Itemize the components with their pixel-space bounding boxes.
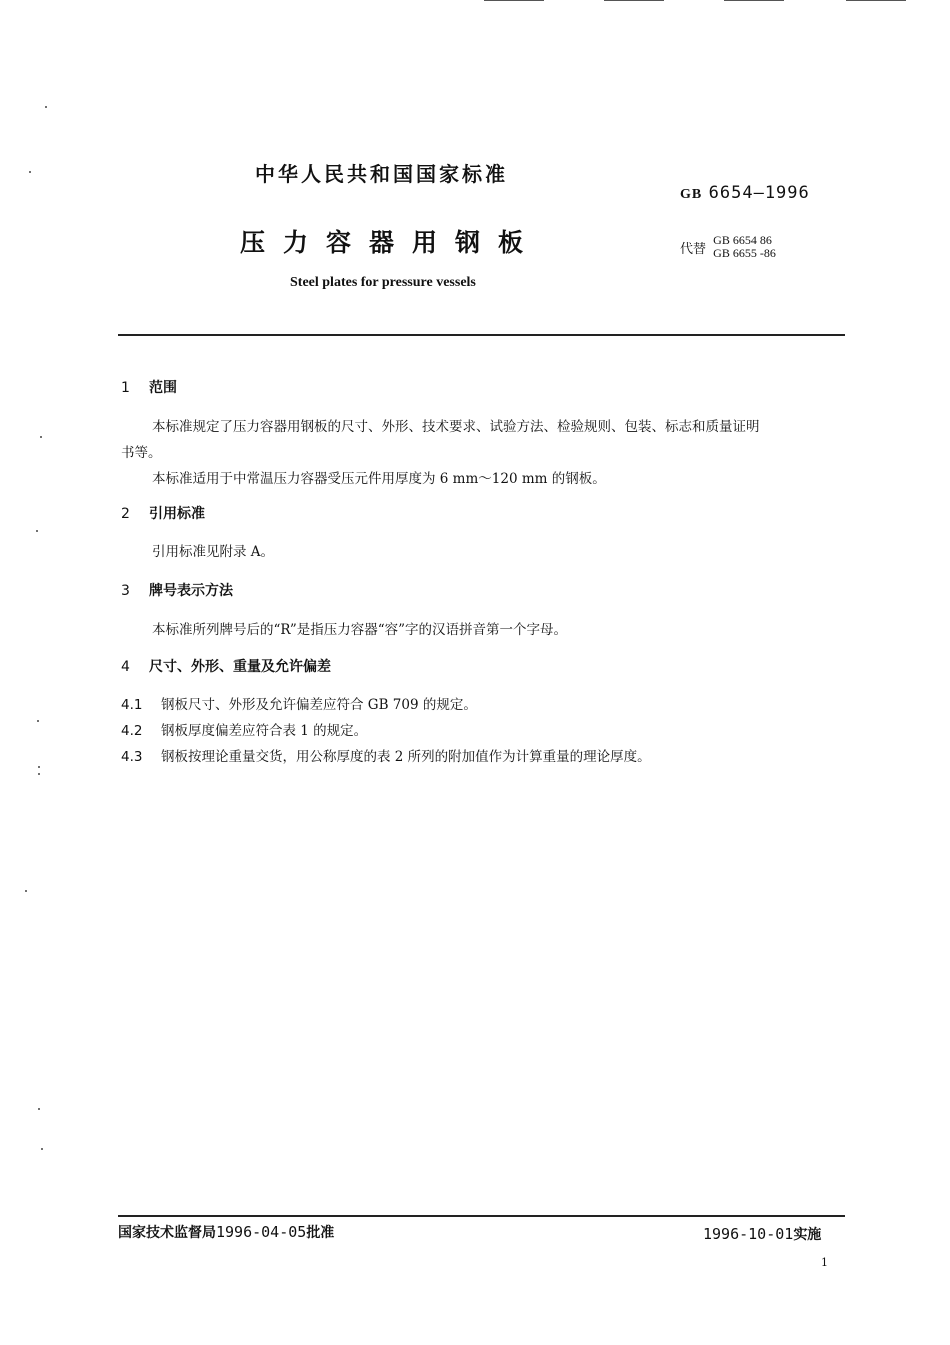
scan-mark bbox=[604, 0, 664, 1]
subsection-number: 4.1 bbox=[121, 697, 143, 713]
english-title: Steel plates for pressure vessels bbox=[290, 275, 476, 290]
section-number: 1 bbox=[121, 380, 130, 396]
section-title: 范围 bbox=[149, 380, 177, 396]
scan-mark bbox=[846, 0, 906, 1]
scan-speck bbox=[40, 436, 42, 438]
subsection-number: 4.3 bbox=[121, 749, 143, 765]
subsection-text: 钢板尺寸、外形及允许偏差应符合 GB 709 的规定。 bbox=[161, 697, 477, 713]
section-number: 3 bbox=[121, 583, 130, 599]
section-title: 牌号表示方法 bbox=[149, 583, 233, 599]
replaces-label: 代替 bbox=[680, 241, 707, 257]
approving-authority: 国家技术监督局 bbox=[118, 1225, 216, 1241]
subsection bbox=[121, 693, 477, 713]
section-title: 尺寸、外形、重量及允许偏差 bbox=[149, 659, 331, 675]
replaced-code: GB 6655 -86 bbox=[713, 246, 776, 260]
section-heading bbox=[121, 503, 205, 523]
standard-title: 中华人民共和国国家标准 bbox=[255, 162, 508, 186]
footer-rule bbox=[118, 1215, 845, 1217]
section-heading bbox=[121, 377, 177, 397]
paragraph: 书等。 bbox=[121, 445, 162, 461]
scan-speck bbox=[41, 1148, 43, 1150]
scan-speck bbox=[36, 530, 38, 532]
approval-date: 1996-04-05 bbox=[216, 1223, 307, 1241]
replaced-code: GB 6654 86 bbox=[713, 233, 772, 247]
paragraph: 引用标准见附录 A。 bbox=[152, 544, 275, 560]
subsection bbox=[121, 719, 367, 739]
standard-code-prefix: GB bbox=[680, 187, 703, 202]
section-heading bbox=[121, 580, 233, 600]
effective-date: 1996-10-01 bbox=[703, 1225, 794, 1243]
subsection-text: 钢板按理论重量交货，用公称厚度的表 2 所列的附加值作为计算重量的理论厚度。 bbox=[161, 749, 651, 765]
scan-speck bbox=[45, 106, 47, 108]
page-number: 1 bbox=[821, 1256, 828, 1269]
paragraph: 本标准规定了压力容器用钢板的尺寸、外形、技术要求、试验方法、检验规则、包装、标志和质量证明 bbox=[152, 419, 760, 435]
effective-line bbox=[703, 1224, 821, 1244]
effective-suffix: 实施 bbox=[793, 1227, 822, 1243]
standard-code bbox=[680, 183, 810, 203]
section-title: 引用标准 bbox=[149, 506, 205, 522]
scan-speck bbox=[37, 720, 39, 722]
scan-speck bbox=[38, 1108, 40, 1110]
scan-speck bbox=[25, 890, 27, 892]
scan-speck bbox=[29, 171, 31, 173]
paragraph: 本标准适用于中常温压力容器受压元件用厚度为 6 mm～120 mm 的钢板。 bbox=[152, 471, 606, 487]
approval-line bbox=[118, 1222, 334, 1242]
scan-speck bbox=[38, 773, 40, 775]
header-rule bbox=[118, 334, 845, 336]
replaces-block bbox=[680, 234, 776, 260]
replaces-codes bbox=[713, 234, 776, 260]
section-number: 4 bbox=[121, 659, 130, 675]
standard-code-number: 6654—1996 bbox=[708, 183, 810, 203]
subsection-text: 钢板厚度偏差应符合表 1 的规定。 bbox=[161, 723, 368, 739]
subsection-number: 4.2 bbox=[121, 723, 143, 739]
section-heading bbox=[121, 656, 331, 676]
scan-mark bbox=[484, 0, 544, 1]
scan-speck bbox=[38, 766, 40, 768]
document-title: 压力容器用钢板 bbox=[240, 228, 542, 257]
paragraph: 本标准所列牌号后的“R”是指压力容器“容”字的汉语拼音第一个字母。 bbox=[152, 622, 568, 638]
scan-mark bbox=[724, 0, 784, 1]
subsection bbox=[121, 745, 651, 765]
approval-suffix: 批准 bbox=[306, 1225, 335, 1241]
section-number: 2 bbox=[121, 506, 130, 522]
